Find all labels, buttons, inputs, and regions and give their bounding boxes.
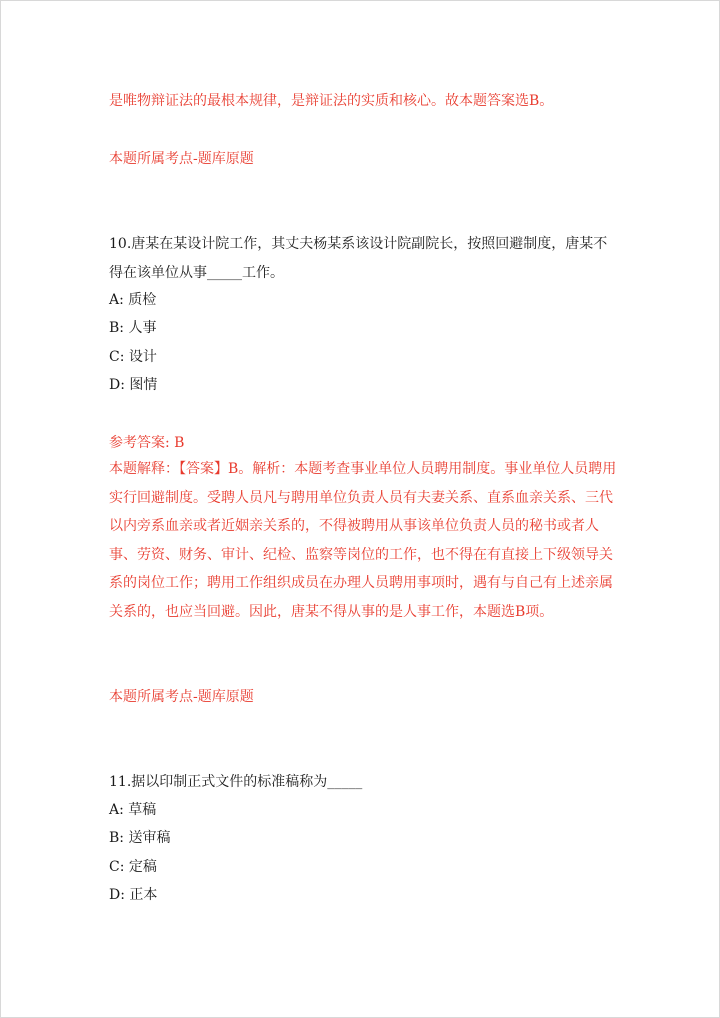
option-d: D: 正本 xyxy=(109,887,158,903)
option-d: D: 图情 xyxy=(109,377,158,393)
option-b: B: 送审稿 xyxy=(109,830,171,846)
question-stem: 11.据以印制正式文件的标准稿称为_____ xyxy=(109,774,363,790)
option-c: C: 定稿 xyxy=(109,859,157,875)
option-c: C: 设计 xyxy=(109,349,157,365)
answer-explanation: 本题解释：【答案】B。解析：本题考查事业单位人员聘用制度。事业单位人员聘用实行回避制度。受聘人员凡与聘用单位负责人员有夫妻关系、直系血亲关系、三代以内旁系血亲或者近姻亲关系的，不得被聘用从事该单位负责人员的秘书或者人事、劳资、财务、审计、纪检、监察等岗位的工作，也不得在有直接上下级领导关系的岗位工作；聘用工作组织成员在办理人员聘用事项时，遇有与自己有上述亲属关系的，也应当回避。因此，唐某不得从事的是人事工作，本题选B项。 xyxy=(109,461,617,620)
source-note: 本题所属考点-题库原题 xyxy=(109,689,254,705)
source-note: 本题所属考点-题库原题 xyxy=(109,151,254,167)
option-a: A: 草稿 xyxy=(109,802,157,818)
reference-answer: 参考答案: B xyxy=(109,435,185,451)
option-a: A: 质检 xyxy=(109,292,157,308)
option-b: B: 人事 xyxy=(109,320,157,336)
top-explanation-text: 是唯物辩证法的最根本规律，是辩证法的实质和核心。故本题答案选B。 xyxy=(109,93,554,109)
question-stem: 10.唐某在某设计院工作，其丈夫杨某系该设计院副院长，按照回避制度，唐某不得在该单位从事_____工作。 xyxy=(109,236,608,281)
